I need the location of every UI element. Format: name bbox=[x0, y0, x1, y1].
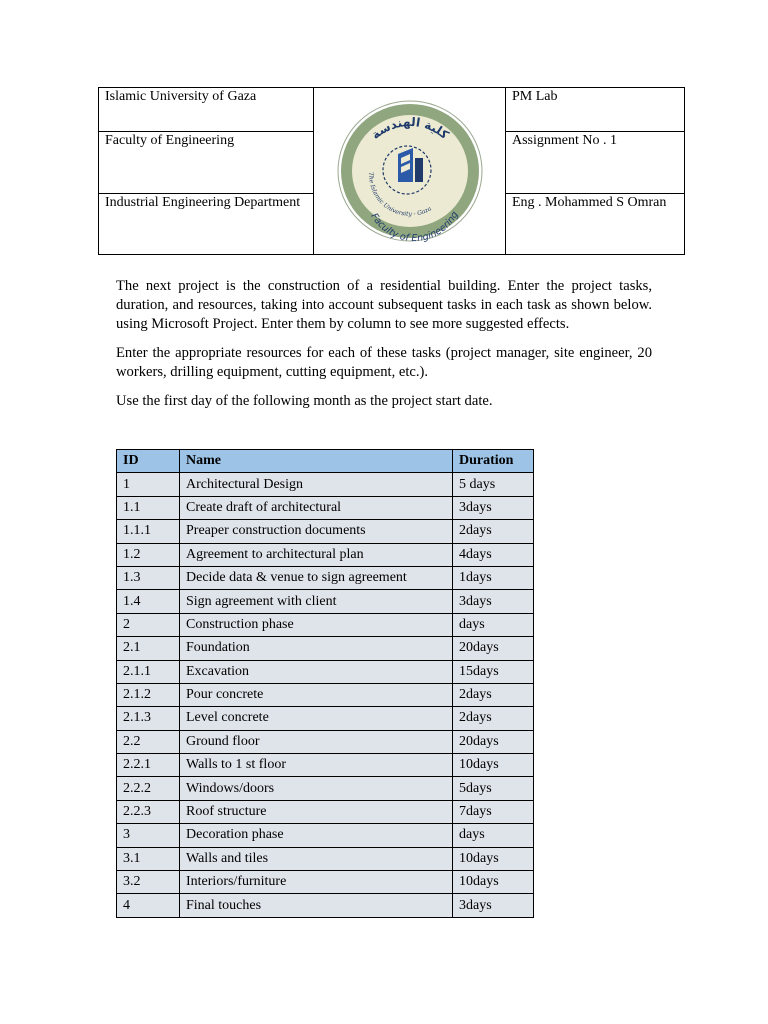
table-row bbox=[117, 777, 534, 800]
table-row bbox=[117, 590, 534, 613]
task-name: Pour concrete bbox=[180, 683, 453, 706]
task-id: 2.2.1 bbox=[117, 754, 180, 777]
instructions bbox=[116, 277, 652, 421]
task-id: 3.2 bbox=[117, 871, 180, 894]
table-header-row bbox=[117, 450, 534, 473]
task-duration: 2days bbox=[453, 683, 534, 706]
task-duration: 20days bbox=[453, 730, 534, 753]
task-duration: 5days bbox=[453, 777, 534, 800]
table-row bbox=[117, 800, 534, 823]
task-id: 2.1.3 bbox=[117, 707, 180, 730]
task-name: Walls to 1 st floor bbox=[180, 754, 453, 777]
task-duration: days bbox=[453, 824, 534, 847]
table-row bbox=[117, 754, 534, 777]
faculty-name: Faculty of Engineering bbox=[99, 132, 314, 194]
table-row bbox=[117, 824, 534, 847]
task-id: 2.2 bbox=[117, 730, 180, 753]
task-name: Agreement to architectural plan bbox=[180, 543, 453, 566]
task-name: Architectural Design bbox=[180, 473, 453, 496]
table-row bbox=[117, 496, 534, 519]
task-id: 1.2 bbox=[117, 543, 180, 566]
task-duration: 4days bbox=[453, 543, 534, 566]
instruction-paragraph: Enter the appropriate resources for each of these tasks (project manager, site engineer, 20 workers, drilling equipment, cutting equipment, etc.). bbox=[116, 345, 652, 380]
seal-caption: Faculty of Engineering bbox=[367, 209, 461, 244]
task-table bbox=[116, 449, 534, 918]
seal-arabic-text: كلية الهندسة bbox=[368, 114, 451, 142]
task-id: 2.1.1 bbox=[117, 660, 180, 683]
column-header-duration: Duration bbox=[453, 450, 534, 473]
table-row bbox=[117, 520, 534, 543]
task-id: 3.1 bbox=[117, 847, 180, 870]
task-id: 2 bbox=[117, 613, 180, 636]
task-id: 1.1.1 bbox=[117, 520, 180, 543]
seal-english-text: The Islamic University - Gaza bbox=[366, 172, 433, 218]
task-name: Roof structure bbox=[180, 800, 453, 823]
task-id: 1.1 bbox=[117, 496, 180, 519]
task-name: Decoration phase bbox=[180, 824, 453, 847]
table-row bbox=[117, 637, 534, 660]
task-name: Walls and tiles bbox=[180, 847, 453, 870]
task-name: Final touches bbox=[180, 894, 453, 917]
task-duration: 7days bbox=[453, 800, 534, 823]
table-row bbox=[117, 566, 534, 589]
faculty-seal-icon bbox=[335, 98, 485, 244]
department-name: Industrial Engineering Department bbox=[99, 194, 314, 255]
task-id: 2.2.2 bbox=[117, 777, 180, 800]
task-duration: 3days bbox=[453, 496, 534, 519]
task-duration: 2days bbox=[453, 707, 534, 730]
task-name: Foundation bbox=[180, 637, 453, 660]
task-duration: 3days bbox=[453, 590, 534, 613]
course-name: PM Lab bbox=[506, 88, 685, 132]
task-id: 1.4 bbox=[117, 590, 180, 613]
table-row bbox=[117, 894, 534, 917]
task-duration: 1days bbox=[453, 566, 534, 589]
task-name: Decide data & venue to sign agreement bbox=[180, 566, 453, 589]
task-id: 1.3 bbox=[117, 566, 180, 589]
instruction-paragraph: The next project is the construction of a residential building. Enter the project tasks, duration, and resources, taking into account subsequent tasks in each task as shown below. using Microsoft Project. Enter them by column to see more suggested effects. bbox=[116, 278, 652, 332]
task-name: Construction phase bbox=[180, 613, 453, 636]
university-name: Islamic University of Gaza bbox=[99, 88, 314, 132]
task-id: 2.2.3 bbox=[117, 800, 180, 823]
task-name: Ground floor bbox=[180, 730, 453, 753]
table-row bbox=[117, 871, 534, 894]
task-id: 3 bbox=[117, 824, 180, 847]
table-row bbox=[117, 847, 534, 870]
logo-cell bbox=[314, 88, 506, 255]
task-id: 1 bbox=[117, 473, 180, 496]
task-name: Create draft of architectural bbox=[180, 496, 453, 519]
table-row bbox=[117, 707, 534, 730]
task-id: 4 bbox=[117, 894, 180, 917]
task-duration: days bbox=[453, 613, 534, 636]
column-header-id: ID bbox=[117, 450, 180, 473]
table-row bbox=[117, 730, 534, 753]
table-row bbox=[117, 613, 534, 636]
task-duration: 3days bbox=[453, 894, 534, 917]
task-table-body bbox=[117, 473, 534, 917]
task-duration: 5 days bbox=[453, 473, 534, 496]
task-name: Sign agreement with client bbox=[180, 590, 453, 613]
task-duration: 10days bbox=[453, 754, 534, 777]
task-duration: 10days bbox=[453, 847, 534, 870]
assignment-number: Assignment No . 1 bbox=[506, 132, 685, 194]
document-header-table bbox=[98, 87, 685, 255]
task-name: Level concrete bbox=[180, 707, 453, 730]
task-duration: 10days bbox=[453, 871, 534, 894]
instruction-paragraph: Use the first day of the following month as the project start date. bbox=[116, 393, 493, 409]
column-header-name: Name bbox=[180, 450, 453, 473]
task-duration: 15days bbox=[453, 660, 534, 683]
task-name: Windows/doors bbox=[180, 777, 453, 800]
task-name: Interiors/furniture bbox=[180, 871, 453, 894]
instructor-name: Eng . Mohammed S Omran bbox=[506, 194, 685, 255]
table-row bbox=[117, 543, 534, 566]
task-duration: 20days bbox=[453, 637, 534, 660]
task-name: Preaper construction documents bbox=[180, 520, 453, 543]
task-duration: 2days bbox=[453, 520, 534, 543]
table-row bbox=[117, 473, 534, 496]
task-id: 2.1 bbox=[117, 637, 180, 660]
table-row bbox=[117, 660, 534, 683]
task-name: Excavation bbox=[180, 660, 453, 683]
task-id: 2.1.2 bbox=[117, 683, 180, 706]
table-row bbox=[117, 683, 534, 706]
